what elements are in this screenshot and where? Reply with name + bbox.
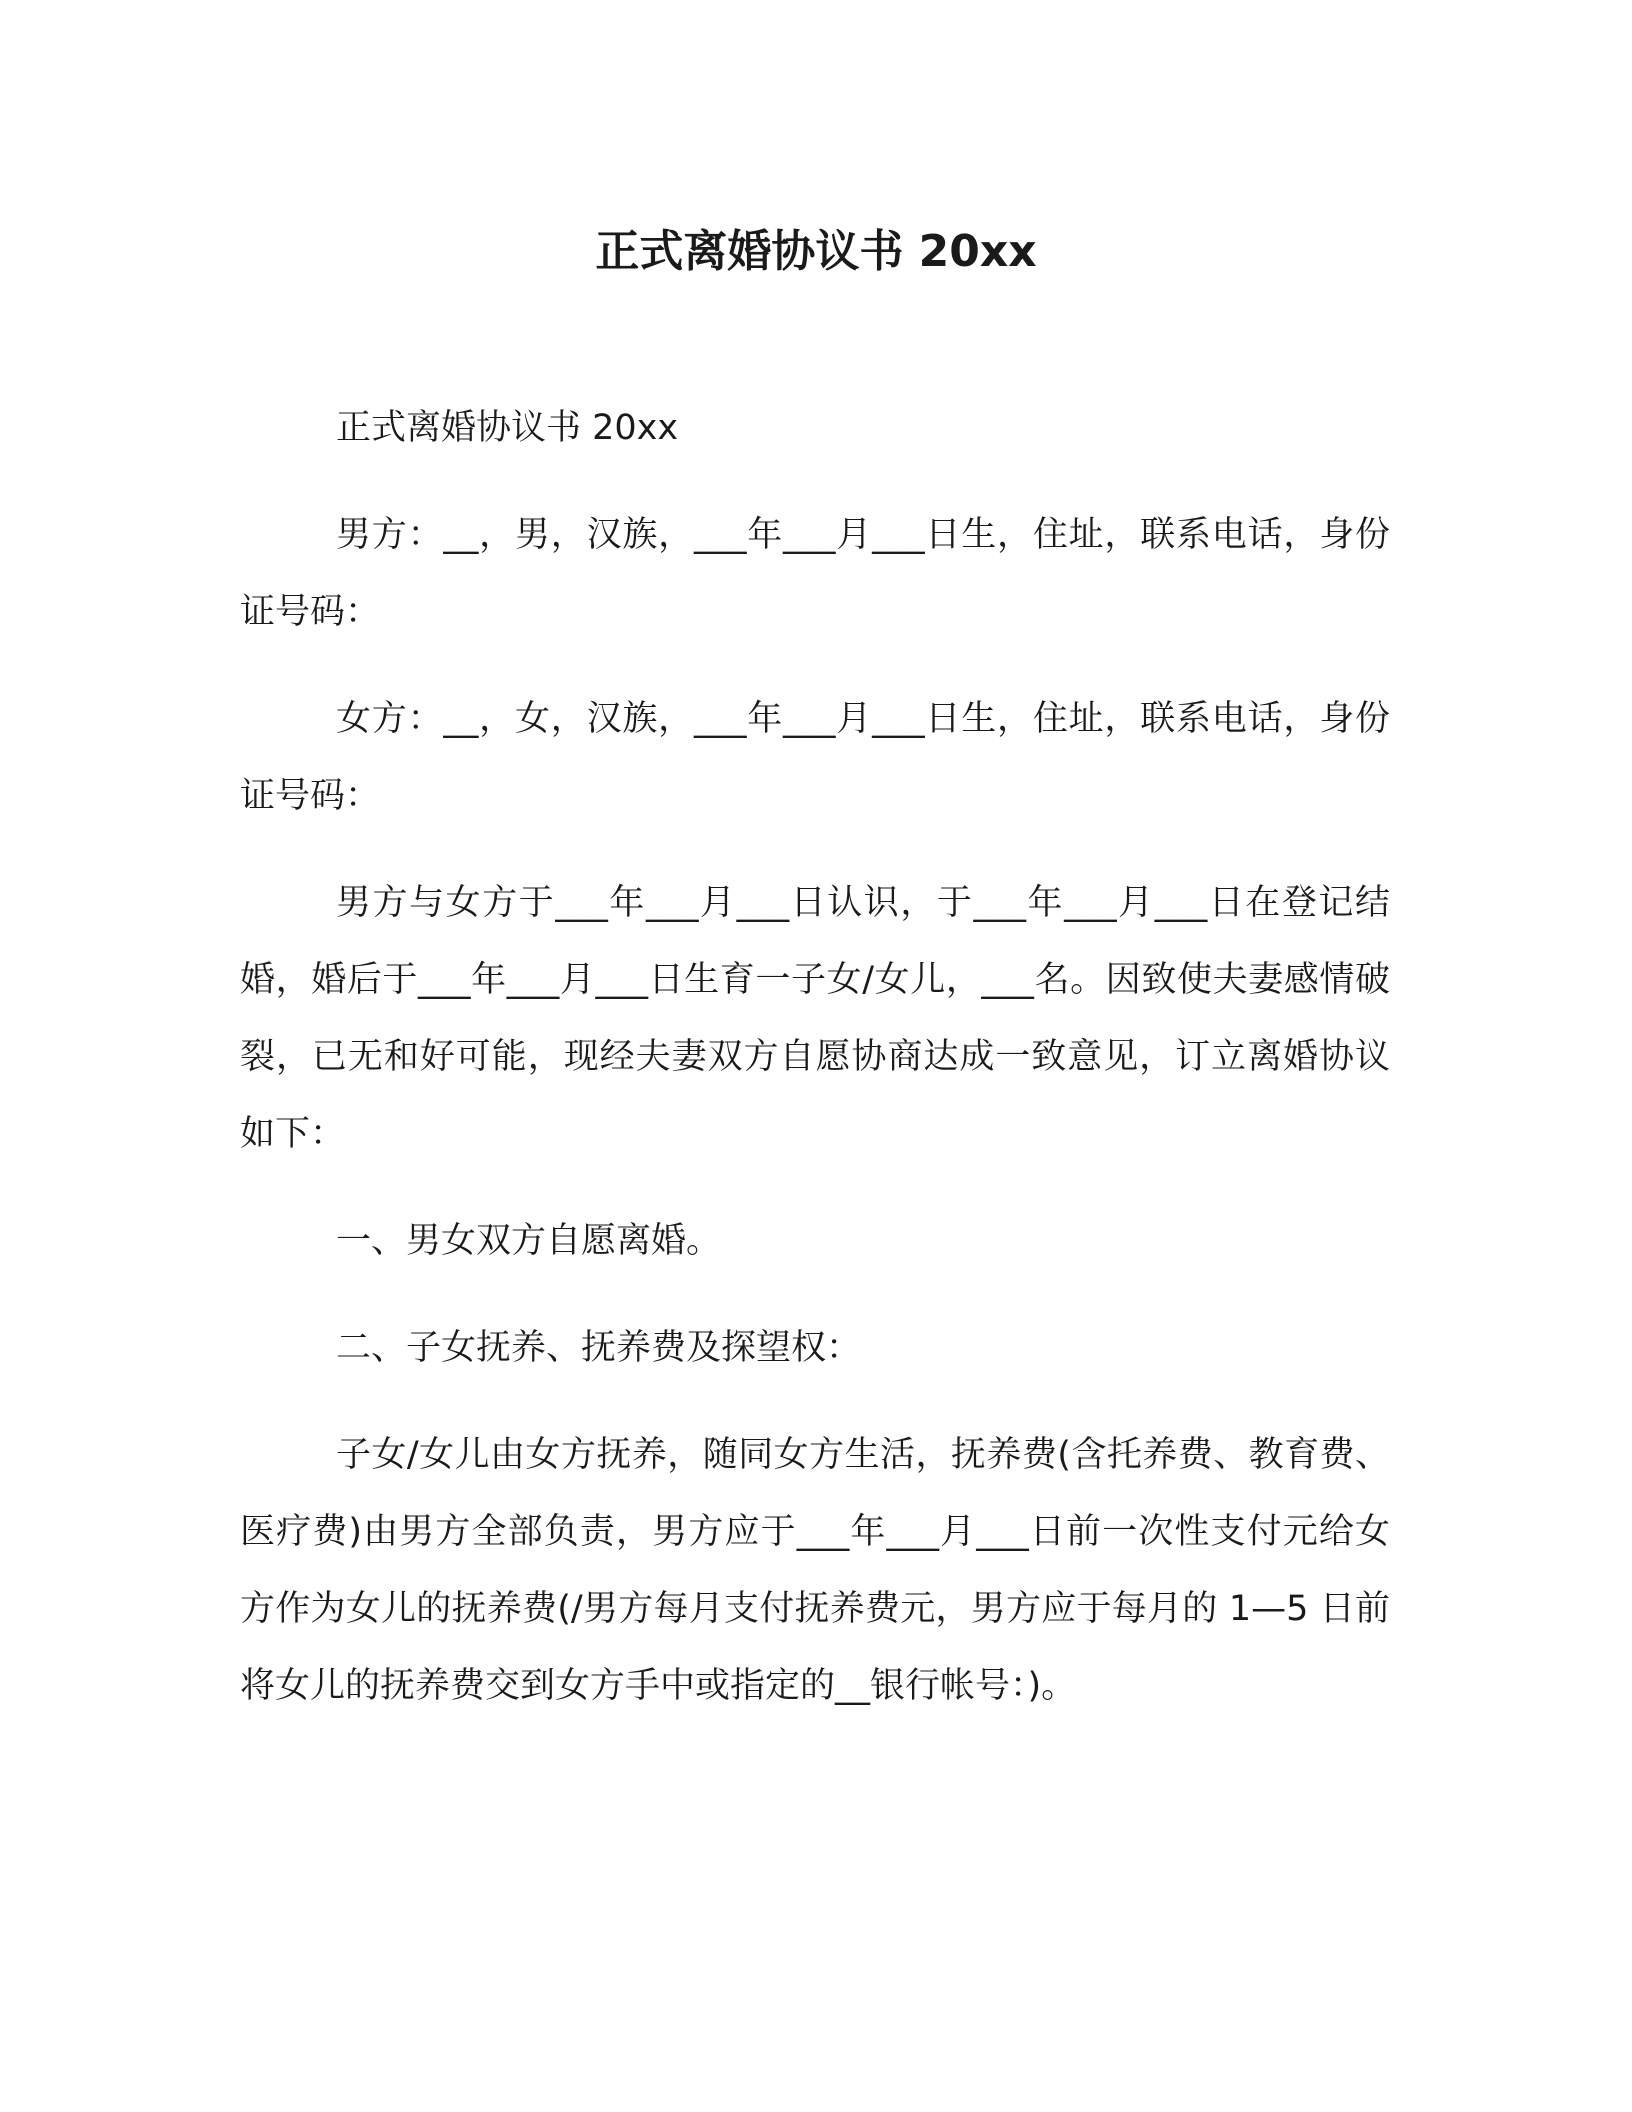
document-title: 正式离婚协议书 20xx — [595, 226, 1037, 277]
paragraph-clause-2-heading: 二、子女抚养、抚养费及探望权： — [336, 1328, 862, 1368]
paragraph-background: 男方与女方于___年___月___日认识，于___年___月___日在登记结婚，婚后于___年___月___日生育一子女/女儿，___名。因致使夫妻感情破裂，已无和好可能，现经夫妻双方自愿协商达成一致意见，订立离婚协议如下： — [240, 883, 1390, 1154]
paragraph-male-party: 男方：__，男，汉族，___年___月___日生，住址，联系电话，身份证号码： — [240, 515, 1390, 632]
document-body — [240, 390, 1390, 1755]
paragraph-child-support: 子女/女儿由女方抚养，随同女方生活，抚养费(含托养费、教育费、医疗费)由男方全部负责，男方应于___年___月___日前一次性支付元给女方作为女儿的抚养费(/男方每月支付抚养费元，男方应于每月的 1—5 日前将女儿的抚养费交到女方手中或指定的__银行帐号：)。 — [240, 1435, 1390, 1706]
paragraph-clause-1: 一、男女双方自愿离婚。 — [336, 1221, 722, 1261]
paragraph-heading: 正式离婚协议书 20xx — [336, 408, 679, 448]
paragraph-female-party: 女方：__，女，汉族，___年___月___日生，住址，联系电话，身份证号码： — [240, 699, 1390, 816]
